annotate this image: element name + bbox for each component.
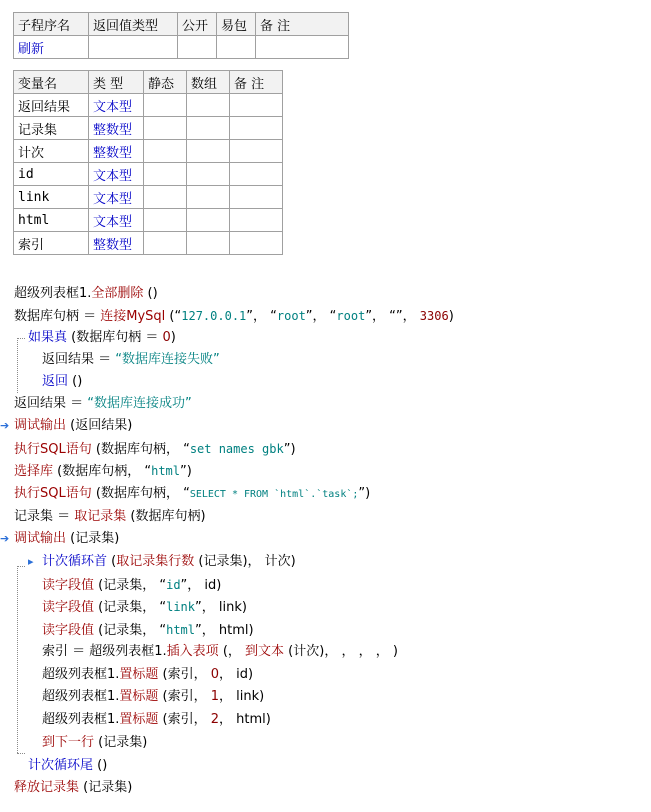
static-cell[interactable] bbox=[144, 94, 187, 117]
number-literal: 0 bbox=[210, 667, 220, 682]
table-row[interactable] bbox=[14, 163, 283, 186]
function-name: 连接MySql bbox=[100, 309, 166, 324]
var-type[interactable]: 文本型 bbox=[89, 186, 144, 209]
code-text: (索引， bbox=[158, 667, 211, 682]
code-text: (记录集) bbox=[94, 735, 148, 750]
static-cell[interactable] bbox=[144, 140, 187, 163]
array-cell[interactable] bbox=[187, 117, 230, 140]
code-line-1[interactable] bbox=[14, 283, 158, 305]
header-static: 静态 bbox=[144, 71, 187, 94]
var-name[interactable]: html bbox=[14, 209, 89, 232]
table-row[interactable] bbox=[14, 117, 283, 140]
var-name[interactable]: 计次 bbox=[14, 140, 89, 163]
string-literal: “数据库连接成功” bbox=[87, 396, 192, 411]
string-literal: 127.0.0.1 bbox=[181, 309, 247, 323]
static-cell[interactable] bbox=[144, 209, 187, 232]
string-literal: root bbox=[336, 309, 366, 323]
function-name: 置标题 bbox=[119, 667, 159, 682]
subroutine-header-row bbox=[14, 13, 349, 36]
loop-flow-guide bbox=[17, 566, 18, 753]
code-text: 记录集 ＝ bbox=[14, 509, 75, 524]
code-text: (索引， bbox=[158, 712, 211, 727]
function-name: 读字段值 bbox=[42, 578, 95, 593]
code-text: () bbox=[93, 758, 108, 773]
string-literal: “数据库连接失败” bbox=[115, 352, 220, 367]
code-line-4[interactable] bbox=[42, 349, 220, 371]
code-text: (数据库句柄) bbox=[126, 509, 206, 524]
function-name: 选择库 bbox=[14, 464, 54, 479]
string-literal: link bbox=[166, 600, 195, 614]
function-name: 全部删除 bbox=[91, 286, 144, 301]
table-row[interactable] bbox=[14, 209, 283, 232]
var-type[interactable]: 文本型 bbox=[89, 163, 144, 186]
string-literal: html bbox=[166, 623, 195, 637]
table-row[interactable] bbox=[14, 94, 283, 117]
code-line-12[interactable] bbox=[14, 528, 119, 550]
number-literal: 2 bbox=[210, 712, 220, 727]
function-name: 读字段值 bbox=[42, 623, 95, 638]
return-type-cell[interactable] bbox=[89, 36, 178, 59]
var-type[interactable]: 整数型 bbox=[89, 232, 144, 255]
header-public: 公开 bbox=[178, 13, 217, 36]
code-line-9[interactable] bbox=[14, 460, 192, 482]
string-literal: root bbox=[276, 309, 306, 323]
function-name: 读字段值 bbox=[42, 600, 95, 615]
static-cell[interactable] bbox=[144, 117, 187, 140]
code-text: 数据库句柄 ＝ bbox=[14, 309, 101, 324]
header-array: 数组 bbox=[187, 71, 230, 94]
code-text: ”， link) bbox=[195, 600, 247, 615]
array-cell[interactable] bbox=[187, 232, 230, 255]
code-text: (记录集) bbox=[79, 780, 133, 795]
code-line-2[interactable] bbox=[14, 305, 454, 327]
var-name[interactable]: 返回结果 bbox=[14, 94, 89, 117]
code-line-15[interactable] bbox=[42, 596, 247, 618]
function-name: 调试输出 bbox=[14, 418, 67, 433]
remark-cell[interactable] bbox=[230, 186, 283, 209]
code-text: 超级列表框1. bbox=[42, 689, 120, 704]
code-line-21[interactable] bbox=[42, 732, 147, 754]
code-line-7[interactable] bbox=[14, 415, 132, 437]
remark-cell[interactable] bbox=[230, 140, 283, 163]
code-text: 返回结果 ＝ bbox=[14, 396, 88, 411]
code-text: ”， “ bbox=[305, 309, 337, 324]
code-line-11[interactable] bbox=[14, 506, 206, 528]
static-cell[interactable] bbox=[144, 163, 187, 186]
code-text: ， link) bbox=[219, 689, 265, 704]
code-text: ”) bbox=[180, 464, 192, 479]
code-line-17[interactable] bbox=[42, 641, 398, 663]
var-type[interactable]: 文本型 bbox=[89, 94, 144, 117]
array-cell[interactable] bbox=[187, 94, 230, 117]
var-type[interactable]: 整数型 bbox=[89, 140, 144, 163]
code-line-19[interactable] bbox=[42, 686, 264, 708]
function-name: 执行SQL语句 bbox=[14, 486, 92, 501]
code-line-16[interactable] bbox=[42, 619, 254, 641]
remark-cell[interactable] bbox=[230, 209, 283, 232]
variable-table bbox=[13, 70, 283, 255]
code-text: 超级列表框1. bbox=[42, 712, 120, 727]
code-line-6[interactable] bbox=[14, 393, 192, 415]
static-cell[interactable] bbox=[144, 186, 187, 209]
code-text: (数据库句柄， “ bbox=[91, 442, 190, 457]
code-text: ， html) bbox=[219, 712, 271, 727]
easy-pkg-cell[interactable] bbox=[217, 36, 256, 59]
string-literal: SELECT * FROM `html`.`task`; bbox=[189, 489, 359, 500]
function-name: 置标题 bbox=[119, 689, 159, 704]
code-text: (数据库句柄， “ bbox=[91, 486, 190, 501]
code-text: ( bbox=[107, 554, 117, 569]
code-text: ， id) bbox=[219, 667, 254, 682]
function-name: 执行SQL语句 bbox=[14, 442, 92, 457]
function-name: 插入表项 bbox=[166, 644, 219, 659]
header-easy-pkg: 易包 bbox=[217, 13, 256, 36]
code-text: (数据库句柄 ＝ bbox=[67, 330, 163, 345]
code-line-22[interactable] bbox=[28, 755, 107, 777]
breakpoint-arrow-icon[interactable]: ➔ bbox=[0, 419, 10, 432]
array-cell[interactable] bbox=[187, 186, 230, 209]
breakpoint-arrow-icon[interactable]: ➔ bbox=[0, 532, 10, 545]
string-literal: html bbox=[151, 464, 180, 478]
code-line-3[interactable] bbox=[28, 327, 176, 349]
code-text: 超级列表框1. bbox=[14, 286, 92, 301]
var-name[interactable]: link bbox=[14, 186, 89, 209]
remark-cell[interactable] bbox=[230, 232, 283, 255]
array-cell[interactable] bbox=[187, 209, 230, 232]
header-var-remark: 备 注 bbox=[230, 71, 283, 94]
code-text: ”， html) bbox=[195, 623, 254, 638]
code-text: (索引， bbox=[158, 689, 211, 704]
subroutine-row[interactable] bbox=[14, 36, 349, 59]
code-text: (计次)， ， ， ， ) bbox=[284, 644, 398, 659]
code-text: ”， id) bbox=[180, 578, 222, 593]
header-remark: 备 注 bbox=[256, 13, 349, 36]
array-cell[interactable] bbox=[187, 140, 230, 163]
var-type[interactable]: 文本型 bbox=[89, 209, 144, 232]
keyword: 计次循环首 bbox=[42, 554, 108, 569]
function-name: 调试输出 bbox=[14, 531, 67, 546]
function-name: 取记录集行数 bbox=[116, 554, 195, 569]
keyword: 计次循环尾 bbox=[28, 758, 94, 773]
function-name: 释放记录集 bbox=[14, 780, 80, 795]
header-var-name: 变量名 bbox=[14, 71, 89, 94]
number-literal: 3306 bbox=[419, 309, 449, 323]
function-name: 到下一行 bbox=[42, 735, 95, 750]
string-literal: set names gbk bbox=[189, 442, 284, 456]
code-text: (“ bbox=[165, 309, 182, 324]
code-text: ”， “”， bbox=[365, 309, 420, 324]
code-text: ) bbox=[170, 330, 176, 345]
header-sub-name: 子程序名 bbox=[14, 13, 89, 36]
if-flow-guide bbox=[17, 338, 18, 393]
code-text: 索引 ＝ 超级列表框1. bbox=[42, 644, 167, 659]
code-line-20[interactable] bbox=[42, 709, 271, 731]
var-name[interactable]: 索引 bbox=[14, 232, 89, 255]
loop-flow-guide-bottom bbox=[17, 753, 25, 754]
keyword: 返回 bbox=[42, 374, 69, 389]
function-name: 到文本 bbox=[245, 644, 285, 659]
number-literal: 0 bbox=[162, 330, 171, 345]
code-text: (记录集) bbox=[66, 531, 120, 546]
code-text: 超级列表框1. bbox=[42, 667, 120, 682]
remark-cell[interactable] bbox=[230, 117, 283, 140]
if-flow-guide-top bbox=[17, 338, 25, 339]
header-var-type: 类 型 bbox=[89, 71, 144, 94]
code-line-14[interactable] bbox=[42, 574, 221, 596]
code-line-13[interactable] bbox=[42, 551, 296, 573]
keyword: 如果真 bbox=[28, 330, 68, 345]
table-row[interactable] bbox=[14, 186, 283, 209]
string-literal: id bbox=[166, 578, 181, 592]
code-line-5[interactable] bbox=[42, 371, 82, 393]
remark-cell[interactable] bbox=[256, 36, 349, 59]
remark-cell[interactable] bbox=[230, 163, 283, 186]
code-text: (记录集， “ bbox=[94, 600, 167, 615]
code-text: () bbox=[143, 286, 158, 301]
number-literal: 1 bbox=[210, 689, 220, 704]
code-text: () bbox=[68, 374, 83, 389]
array-cell[interactable] bbox=[187, 163, 230, 186]
function-name: 置标题 bbox=[119, 712, 159, 727]
code-text: (， bbox=[218, 644, 246, 659]
function-name: 取记录集 bbox=[74, 509, 127, 524]
code-text: ”) bbox=[283, 442, 296, 457]
code-text: (记录集， “ bbox=[94, 578, 167, 593]
code-line-23[interactable] bbox=[14, 777, 132, 799]
table-row[interactable] bbox=[14, 232, 283, 255]
code-text: 返回结果 ＝ bbox=[42, 352, 116, 367]
var-type[interactable]: 整数型 bbox=[89, 117, 144, 140]
code-line-10[interactable] bbox=[14, 483, 370, 505]
static-cell[interactable] bbox=[144, 232, 187, 255]
header-return-type: 返回值类型 bbox=[89, 13, 178, 36]
public-cell[interactable] bbox=[178, 36, 217, 59]
remark-cell[interactable] bbox=[230, 94, 283, 117]
loop-arrow-icon: ▸ bbox=[28, 555, 34, 568]
code-text: (记录集， “ bbox=[94, 623, 167, 638]
var-name[interactable]: 记录集 bbox=[14, 117, 89, 140]
subroutine-table bbox=[13, 12, 349, 59]
code-line-18[interactable] bbox=[42, 664, 253, 686]
code-line-8[interactable] bbox=[14, 438, 296, 460]
loop-flow-guide-top bbox=[17, 566, 25, 567]
code-text: ) bbox=[448, 309, 454, 324]
variable-header-row bbox=[14, 71, 283, 94]
table-row[interactable] bbox=[14, 140, 283, 163]
code-text: (数据库句柄， “ bbox=[53, 464, 152, 479]
var-name[interactable]: id bbox=[14, 163, 89, 186]
sub-name-cell[interactable]: 刷新 bbox=[14, 36, 89, 59]
code-text: (记录集)， 计次) bbox=[194, 554, 296, 569]
code-text: (返回结果) bbox=[66, 418, 133, 433]
code-text: ”) bbox=[358, 486, 371, 501]
code-text: ”， “ bbox=[246, 309, 277, 324]
